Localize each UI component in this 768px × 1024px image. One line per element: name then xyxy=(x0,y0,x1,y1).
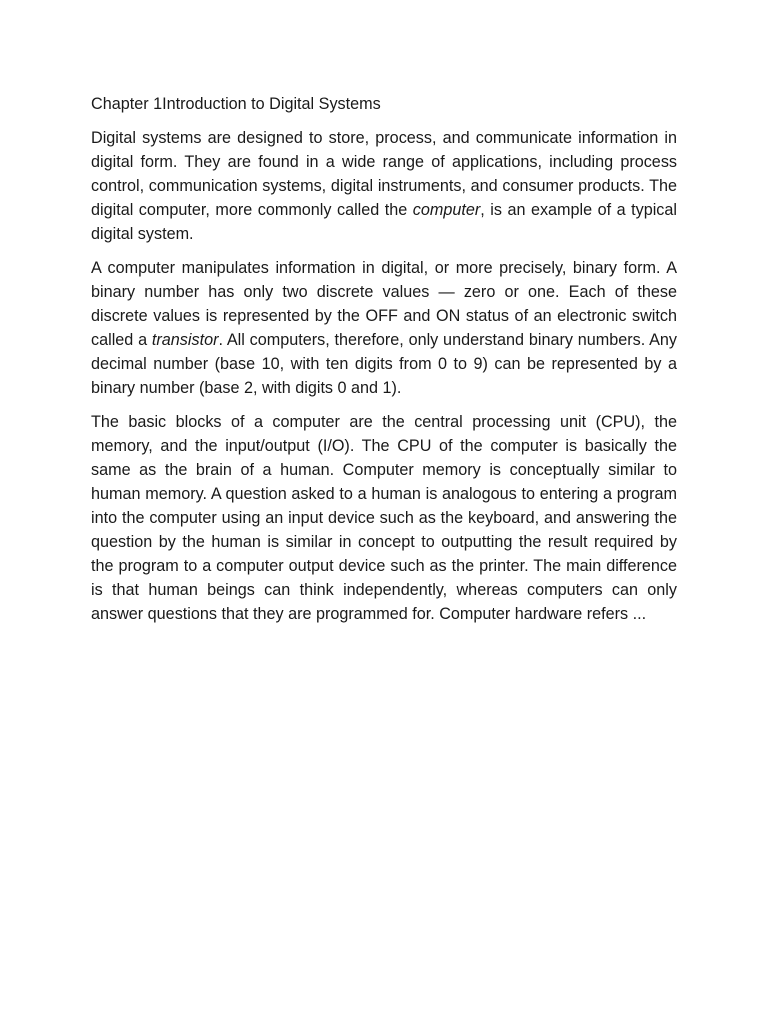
emphasis-transistor: transistor xyxy=(151,331,219,349)
paragraph-1-text-end: , is an example of a typical digital system. xyxy=(91,201,677,243)
paragraph-computer-blocks: The basic blocks of a computer are the central processing unit (CPU), the memory, and the input/output (I/O). The CPU of the computer is basically the same as the brain of a human. Computer memory is conceptually similar to human memory. A question asked to a human is analogous to entering a program into the computer using an input device such as the keyboard, and answering the question by the human is similar in concept to outputting the result required by the program to a computer output device such as the printer. The main difference is that human beings can think independently, whereas computers can only answer questions that they are programmed for. Computer hardware refers ... xyxy=(91,413,677,623)
paragraph-binary xyxy=(91,256,677,400)
paragraph-2-text-end: . All computers, therefore, only understand binary numbers. Any decimal number (base 10, with ten digits from 0 to 9) can be represented by a binary number (base 2, with digits 0 and 1). xyxy=(91,331,677,397)
emphasis-computer: computer xyxy=(412,201,481,219)
document-page xyxy=(91,92,677,636)
paragraph-digital-systems xyxy=(91,126,677,246)
paragraph-2-text: A computer manipulates information in digital, or more precisely, binary form. A binary number has only two discrete values — zero or one. Each of these discrete values is represented by the OFF and ON status of an electronic switch called a xyxy=(91,259,677,349)
chapter-title: Chapter 1Introduction to Digital Systems xyxy=(91,95,381,113)
paragraph-1-text: Digital systems are designed to store, process, and communicate information in digital form. They are found in a wide range of applications, including process control, communication systems, digital instruments, and consumer products. The digital computer, more commonly called the xyxy=(91,129,677,219)
